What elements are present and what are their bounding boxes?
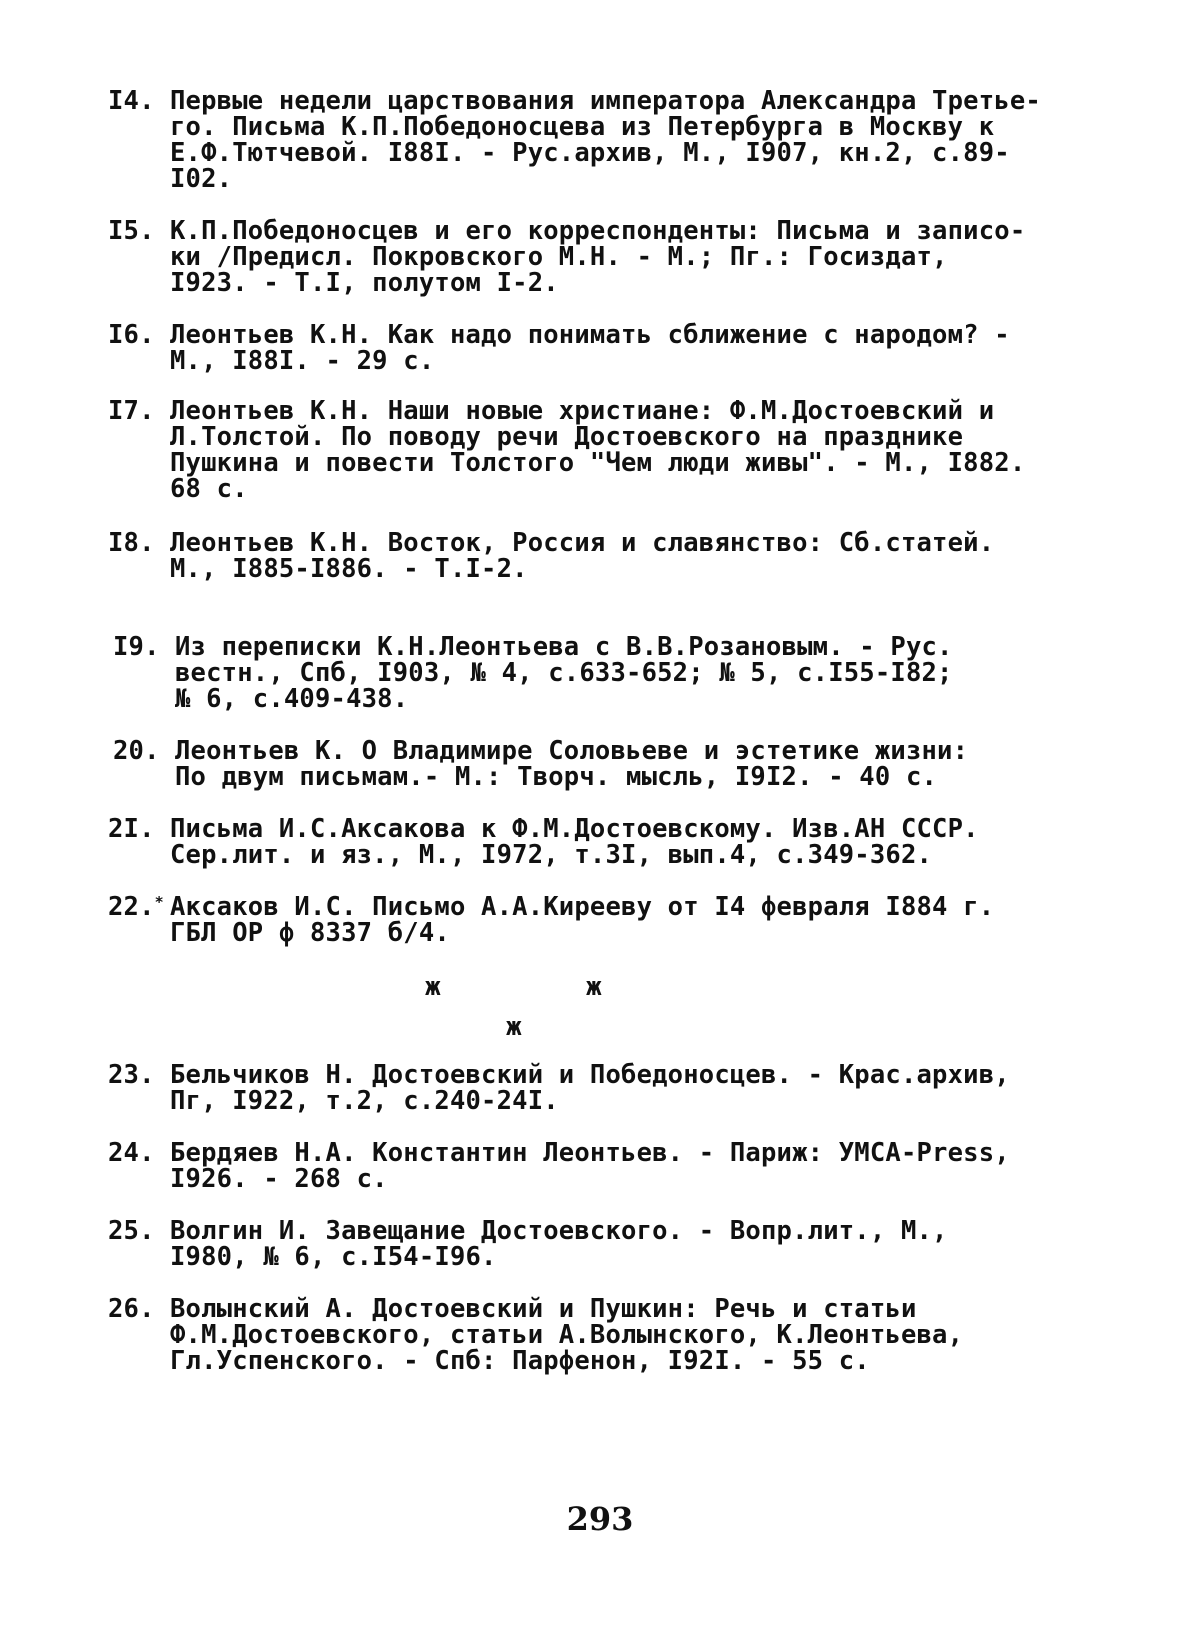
- section-separator-mark: ж: [586, 972, 602, 1002]
- entry-number: I6.: [108, 320, 155, 350]
- entry-line: Гл.Успенского. - Спб: Парфенон, I92I. - 55 с.: [170, 1346, 870, 1376]
- entry-line: Пг, I922, т.2, с.240-24I.: [170, 1086, 559, 1116]
- entry-text: [170, 1062, 1098, 1114]
- entry-text: [170, 322, 1098, 374]
- entry-line: М., I88I. - 29 с.: [170, 346, 435, 376]
- bibliography-entry-19: [113, 634, 1103, 712]
- entry-text: [170, 1296, 1098, 1374]
- entry-line: ГБЛ ОР ф 8337 б/4.: [170, 918, 450, 948]
- entry-line: Аксаков И.С. Письмо А.А.Кирееву от I4 февраля I884 г.: [170, 892, 995, 922]
- page-number: 293: [566, 1500, 634, 1538]
- entry-line: Письма И.С.Аксакова к Ф.М.Достоевскому. Изв.АН СССР.: [170, 814, 979, 844]
- entry-line: Леонтьев К.Н. Восток, Россия и славянство: Сб.статей.: [170, 528, 995, 558]
- entry-number-value: 22.: [108, 892, 155, 922]
- entry-line: М., I885-I886. - Т.I-2.: [170, 554, 528, 584]
- entry-line: I02.: [170, 164, 233, 194]
- entry-line: Волынский А. Достоевский и Пушкин: Речь и статьи: [170, 1294, 917, 1324]
- entry-number: 25.: [108, 1216, 155, 1246]
- entry-number: I4.: [108, 86, 155, 116]
- entry-line: Волгин И. Завещание Достоевского. - Вопр.лит., М.,: [170, 1216, 948, 1246]
- entry-number: I7.: [108, 396, 155, 426]
- entry-line: № 6, с.409-438.: [175, 684, 409, 714]
- entry-text: [170, 218, 1098, 296]
- entry-line: 68 с.: [170, 474, 248, 504]
- entry-number: 24.: [108, 1138, 155, 1168]
- section-separator-mark: ж: [425, 972, 441, 1002]
- bibliography-entry-24: [108, 1140, 1098, 1192]
- entry-text: [170, 398, 1098, 502]
- entry-line: I923. - Т.I, полутом I-2.: [170, 268, 559, 298]
- bibliography-entry-18: [108, 530, 1098, 582]
- entry-text: [170, 1218, 1098, 1270]
- entry-text: [170, 1140, 1098, 1192]
- footnote-mark: *: [154, 893, 164, 911]
- entry-text: [170, 894, 1098, 946]
- entry-line: Бердяев Н.А. Константин Леонтьев. - Париж: УМСА-Press,: [170, 1138, 1010, 1168]
- entry-number: I9.: [113, 632, 160, 662]
- entry-line: Первые недели царствования императора Александра Третье-: [170, 86, 1041, 116]
- bibliography-entry-20: [113, 738, 1103, 790]
- section-separator-mark: ж: [506, 1012, 522, 1042]
- entry-line: го. Письма К.П.Победоносцева из Петербурга в Москву к: [170, 112, 995, 142]
- entry-text: [170, 816, 1098, 868]
- entry-line: Пушкина и повести Толстого "Чем люди живы". - М., I882.: [170, 448, 1026, 478]
- entry-text: [175, 738, 1103, 790]
- bibliography-entry-16: [108, 322, 1098, 374]
- bibliography-entry-17: [108, 398, 1098, 502]
- entry-number: 26.: [108, 1294, 155, 1324]
- bibliography-entry-21: [108, 816, 1098, 868]
- entry-text: [175, 634, 1103, 712]
- entry-line: Л.Толстой. По поводу речи Достоевского на празднике: [170, 422, 964, 452]
- entry-line: Из переписки К.Н.Леонтьева с В.В.Розановым. - Рус.: [175, 632, 953, 662]
- entry-number: I5.: [108, 216, 155, 246]
- entry-line: Ф.М.Достоевского, статьи А.Волынского, К.Леонтьева,: [170, 1320, 964, 1350]
- bibliography-entry-22: [108, 894, 1098, 946]
- bibliography-entry-15: [108, 218, 1098, 296]
- entry-text: [170, 530, 1098, 582]
- entry-line: Леонтьев К.Н. Как надо понимать сближение с народом? -: [170, 320, 1010, 350]
- bibliography-entry-23: [108, 1062, 1098, 1114]
- bibliography-entry-14: [108, 88, 1098, 192]
- entry-line: I926. - 268 с.: [170, 1164, 388, 1194]
- entry-number: I8.: [108, 528, 155, 558]
- entry-line: Сер.лит. и яз., М., I972, т.3I, вып.4, с.349-362.: [170, 840, 933, 870]
- entry-number: 20.: [113, 736, 160, 766]
- entry-number: 23.: [108, 1060, 155, 1090]
- entry-line: вестн., Спб, I903, № 4, с.633-652; № 5, с.I55-I82;: [175, 658, 953, 688]
- entry-line: Леонтьев К.Н. Наши новые христиане: Ф.М.Достоевский и: [170, 396, 995, 426]
- entry-line: По двум письмам.- М.: Творч. мысль, I9I2. - 40 с.: [175, 762, 938, 792]
- entry-line: Е.Ф.Тютчевой. I88I. - Рус.архив, М., I907, кн.2, с.89-: [170, 138, 1010, 168]
- entry-line: Леонтьев К. О Владимире Соловьеве и эстетике жизни:: [175, 736, 969, 766]
- entry-line: ки /Предисл. Покровского М.Н. - М.; Пг.: Госиздат,: [170, 242, 948, 272]
- entry-line: I980, № 6, с.I54-I96.: [170, 1242, 497, 1272]
- bibliography-entry-26: [108, 1296, 1098, 1374]
- entry-text: [170, 88, 1098, 192]
- entry-number: 2I.: [108, 814, 155, 844]
- bibliography-entry-25: [108, 1218, 1098, 1270]
- entry-number: [108, 894, 170, 920]
- entry-line: Бельчиков Н. Достоевский и Победоносцев. - Крас.архив,: [170, 1060, 1010, 1090]
- entry-line: К.П.Победоносцев и его корреспонденты: Письма и записо-: [170, 216, 1026, 246]
